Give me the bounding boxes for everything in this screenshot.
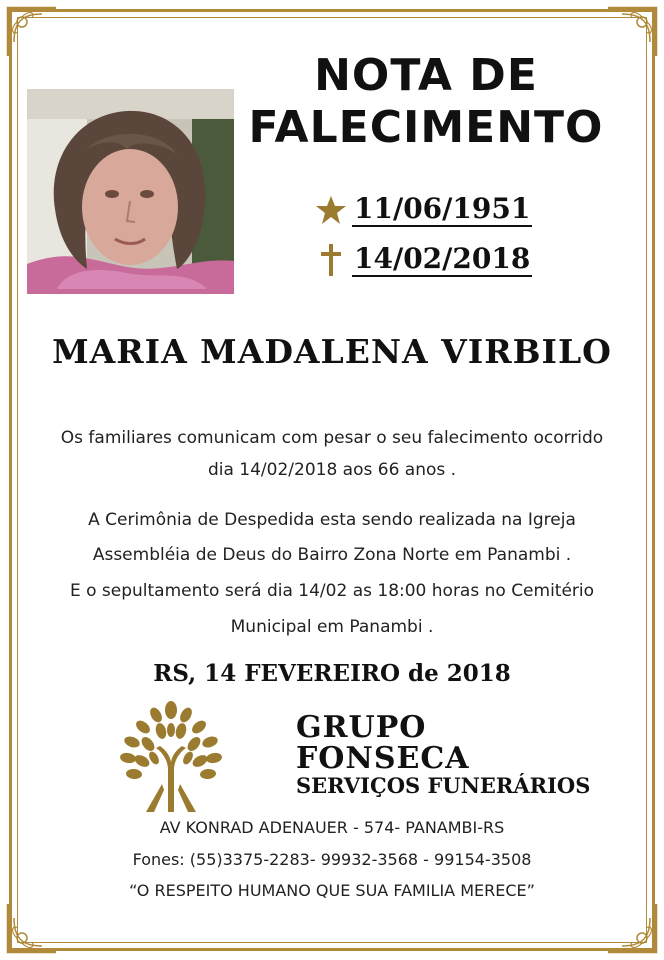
birth-date: 11/06/1951	[354, 192, 531, 225]
tree-logo-icon	[116, 700, 226, 812]
corner-ornament-icon	[2, 2, 62, 62]
birth-date-row	[314, 193, 532, 227]
company-name-line1: GRUPO	[296, 710, 427, 745]
company-address: AV KONRAD ADENAUER - 574- PANAMBI-RS	[159, 818, 505, 837]
body-line-1: Os familiares comunicam com pesar o seu falecimento ocorrido	[60, 428, 604, 448]
body-line-3: A Cerimônia de Despedida esta sendo realizada na Igreja	[88, 510, 576, 530]
notice-title-line1: NOTA DE	[314, 50, 538, 101]
notice-title-line2: FALECIMENTO	[248, 102, 604, 153]
deceased-name: MARIA MADALENA VIRBILO	[52, 332, 612, 371]
body-line-5: E o sepultamento será dia 14/02 as 18:00 horas no Cemitério	[69, 581, 595, 601]
company-tagline: SERVIÇOS FUNERÁRIOS	[296, 773, 591, 798]
corner-ornament-icon	[2, 898, 62, 958]
body-line-4: Assembléia de Deus do Bairro Zona Norte em Panambi .	[92, 545, 572, 565]
death-date: 14/02/2018	[354, 242, 531, 275]
portrait-photo	[27, 89, 234, 294]
star-icon	[314, 194, 348, 226]
cross-icon	[314, 243, 348, 277]
dateline: RS, 14 FEVEREIRO de 2018	[153, 660, 511, 687]
body-line-6: Municipal em Panambi .	[230, 617, 434, 637]
company-name-line2: FONSECA	[296, 741, 470, 776]
company-phones: Fones: (55)3375-2283- 99932-3568 - 99154-3508	[132, 850, 532, 869]
company-motto: “O RESPEITO HUMANO QUE SUA FAMILIA MERECE”	[129, 881, 535, 900]
corner-ornament-icon	[602, 898, 662, 958]
death-date-row	[314, 243, 532, 277]
body-line-2: dia 14/02/2018 aos 66 anos .	[207, 460, 457, 480]
